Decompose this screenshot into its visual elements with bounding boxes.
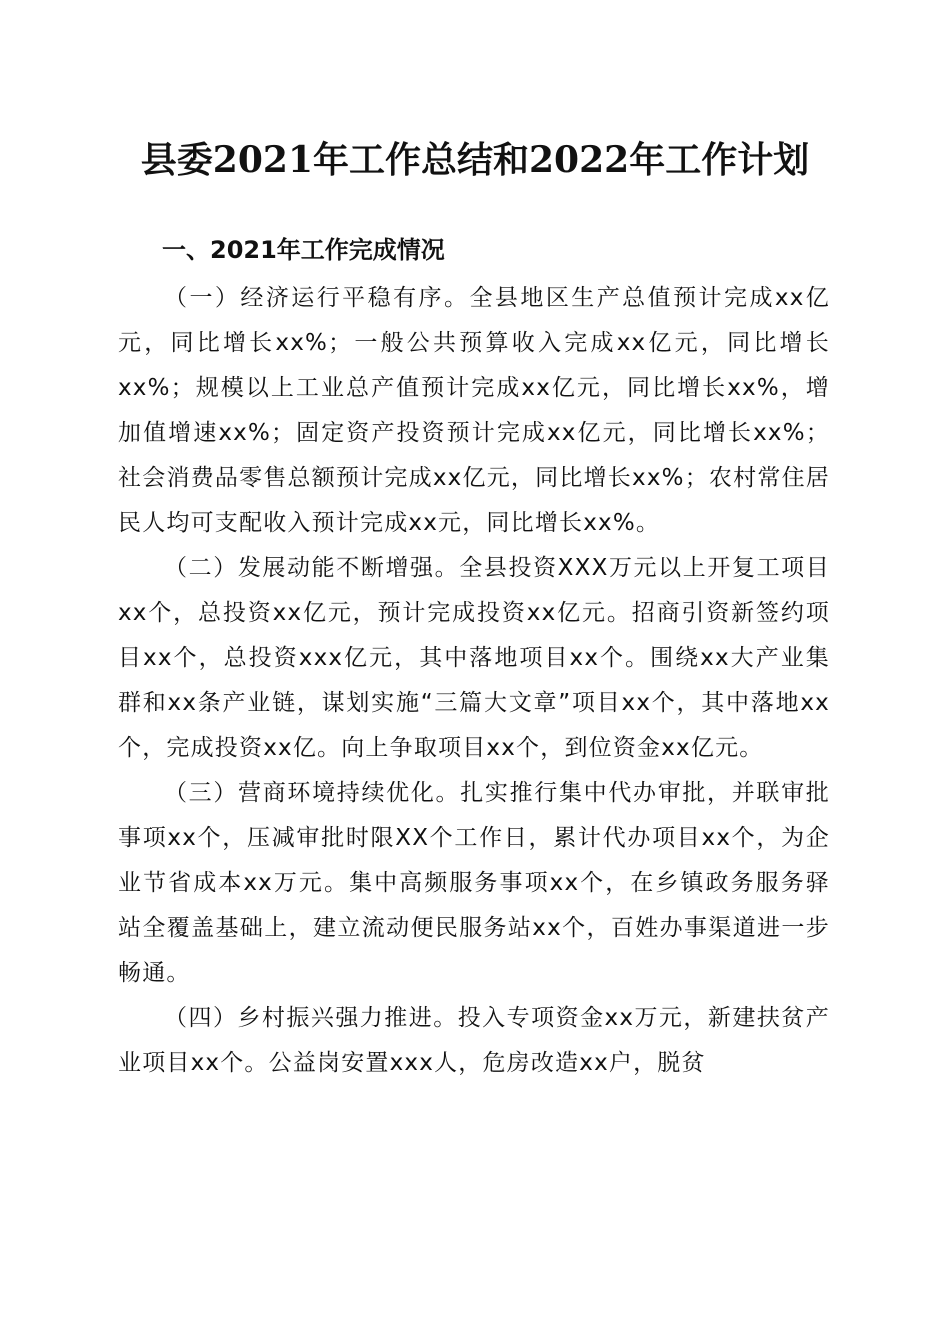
paragraph-text: 扎实推行集中代办审批，并联审批事项xx个，压减审批时限XX个工作日，累计代办项目xx个，为企业节省成本xx万元。集中高频服务事项xx个，在乡镇政务服务驿站全覆盖基础上，建立流动便民服务站xx个，百姓办事渠道进一步畅通。 (118, 780, 830, 986)
document-title: 县委2021年工作总结和2022年工作计划 (140, 139, 810, 181)
paragraph-lead: （二）发展动能不断增强。 (164, 555, 460, 581)
paragraph-business-environment (118, 771, 830, 996)
section-heading: 一、2021年工作完成情况 (162, 236, 445, 264)
paragraph-text: 全县投资XXX万元以上开复工项目xx个，总投资xx亿元，预计完成投资xx亿元。招商引资新签约项目xx个，总投资xxx亿元，其中落地项目xx个。围绕xx大产业集群和xx条产业链，谋划实施“三篇大文章”项目xx个，其中落地xx个，完成投资xx亿。向上争取项目xx个，到位资金xx亿元。 (118, 555, 830, 761)
paragraph-lead: （四）乡村振兴强力推进。 (164, 1005, 458, 1031)
paragraph-lead: （一）经济运行平稳有序。 (164, 285, 470, 311)
document-body (118, 276, 830, 1086)
paragraph-economy (118, 276, 830, 546)
paragraph-text: 全县地区生产总值预计完成xx亿元，同比增长xx%；一般公共预算收入完成xx亿元，同比增长xx%；规模以上工业总产值预计完成xx亿元，同比增长xx%，增加值增速xx%；固定资产投资预计完成xx亿元，同比增长xx%；社会消费品零售总额预计完成xx亿元，同比增长xx%；农村常住居民人均可支配收入预计完成xx元，同比增长xx%。 (118, 285, 830, 536)
paragraph-lead: （三）营商环境持续优化。 (164, 780, 461, 806)
paragraph-momentum (118, 546, 830, 771)
paragraph-rural-revitalization (118, 996, 830, 1086)
paragraph-text: 投入专项资金xx万元，新建扶贫产业项目xx个。公益岗安置xxx人，危房改造xx户，脱贫 (118, 1005, 830, 1076)
